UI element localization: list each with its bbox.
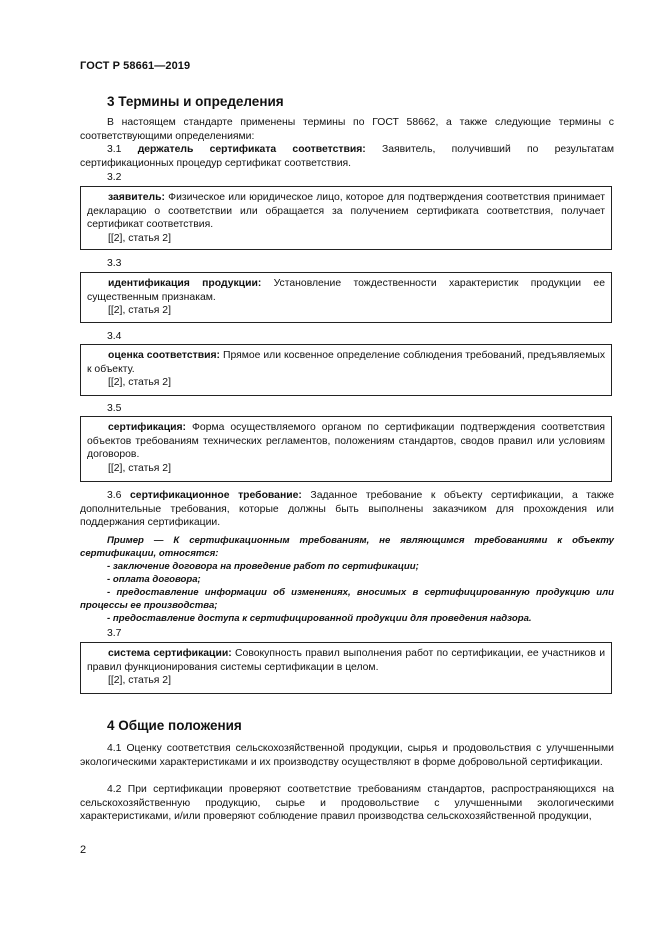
term-name: сертификационное требование: bbox=[130, 490, 302, 501]
term-reference: [[2], статья 2] bbox=[108, 462, 171, 474]
example-item: - оплата договора; bbox=[107, 574, 201, 585]
term-reference: [[2], статья 2] bbox=[108, 305, 171, 317]
example-item: - предоставление информации об изменениях, вносимых в сертифицированную продукцию или процессы ее производства; bbox=[80, 587, 614, 611]
term-name: заявитель: bbox=[108, 192, 165, 203]
term-reference: [[2], статья 2] bbox=[108, 377, 171, 389]
term-definition: Физическое или юридическое лицо, которое для подтверждения соответствия принимает декларацию о соответствии или обращается за получением сертификата соответствия, получает сертификат соответствия. bbox=[87, 192, 605, 231]
example-note bbox=[80, 534, 614, 625]
example-item: - заключение договора на проведение работ по сертификации; bbox=[107, 561, 419, 572]
term-name: сертификация: bbox=[108, 422, 187, 433]
term-reference: [[2], статья 2] bbox=[108, 232, 171, 244]
term-number: 3.6 bbox=[107, 490, 122, 501]
term-body bbox=[87, 277, 605, 304]
term-name: идентификация продукции: bbox=[108, 278, 262, 289]
term-number-3-5: 3.5 bbox=[107, 403, 122, 414]
section-3-title: 3 Термины и определения bbox=[107, 94, 284, 109]
term-body bbox=[87, 191, 605, 232]
term-definition: Форма осуществляемого органом по сертификации подтверждения соответствия объектов требованиям технических регламентов, положениям стандартов, сводов правил или условиям договоров. bbox=[87, 422, 605, 461]
term-definition: Установление тождественности характеристик продукции ее существенным признакам. bbox=[87, 278, 605, 303]
standard-code-header: ГОСТ Р 58661—2019 bbox=[80, 60, 191, 72]
example-item: - предоставление доступа к сертифицированной продукции для проведения надзора. bbox=[107, 613, 532, 624]
term-body bbox=[87, 421, 605, 462]
term-name: держатель сертификата соответствия: bbox=[137, 144, 366, 155]
term-number-3-2: 3.2 bbox=[107, 172, 122, 183]
term-box-3-2 bbox=[80, 186, 612, 250]
clause-4-2: 4.2 При сертификации проверяют соответствие требованиям стандартов, распространяющихся на сельскохозяйственную продукцию, сырье и продовольствие с улучшенными экологическими характеристиками, и/или проверяют соблюдение правил производства сельскохозяйственной продукции, bbox=[80, 784, 614, 823]
term-number-3-3: 3.3 bbox=[107, 258, 122, 269]
term-number: 3.1 bbox=[107, 144, 122, 155]
section-3-intro: В настоящем стандарте применены термины по ГОСТ 58662, а также следующие термины с соответствующими определениями: bbox=[80, 117, 614, 142]
page-number: 2 bbox=[80, 844, 87, 856]
term-box-3-5 bbox=[80, 416, 612, 482]
example-lead: Пример — К сертификационным требованиям, не являющимся требованиями к объекту сертификации, относятся: bbox=[80, 535, 614, 559]
term-3-6 bbox=[80, 489, 614, 530]
term-definition: Совокупность правил выполнения работ по сертификации, ее участников и правил функционирования системы сертификации в целом. bbox=[87, 648, 606, 673]
term-name: оценка соответствия: bbox=[108, 350, 221, 361]
term-definition: Заданное требование к объекту сертификации, а также дополнительные требования, которые должны быть выполнены заказчиком для прохождения или поддержания сертификации. bbox=[80, 490, 614, 529]
term-body bbox=[87, 349, 605, 376]
term-box-3-3 bbox=[80, 272, 612, 323]
term-definition: Заявитель, получивший по результатам сертификационных процедур сертификат соответствия. bbox=[80, 144, 614, 169]
term-name: система сертификации: bbox=[108, 648, 232, 659]
term-box-3-4 bbox=[80, 344, 612, 396]
term-number-3-4: 3.4 bbox=[107, 331, 122, 342]
term-box-3-7 bbox=[80, 642, 612, 694]
section-4-title: 4 Общие положения bbox=[107, 718, 242, 733]
term-definition: Прямое или косвенное определение соблюдения требований, предъявляемых к объекту. bbox=[87, 350, 606, 375]
term-3-1 bbox=[80, 143, 614, 170]
term-number-3-7: 3.7 bbox=[107, 628, 122, 639]
term-reference: [[2], статья 2] bbox=[108, 675, 171, 687]
term-body bbox=[87, 647, 605, 674]
clause-4-1: 4.1 Оценку соответствия сельскохозяйственной продукции, сырья и продовольствия с улучшенными экологическими характеристиками и их производству осуществляют в форме добровольной сертификации. bbox=[80, 743, 614, 768]
